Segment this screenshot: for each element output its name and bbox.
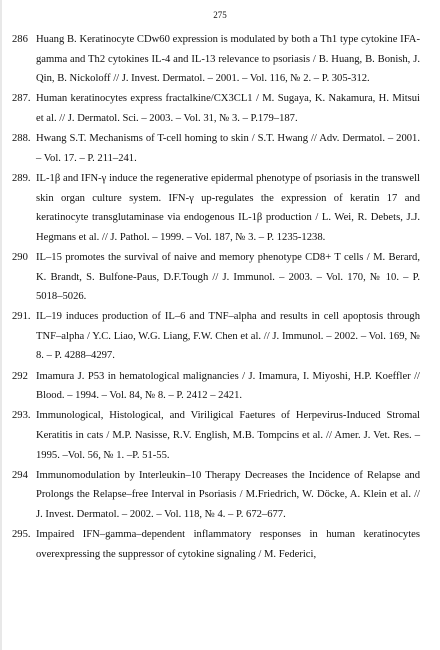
reference-item <box>0 30 440 89</box>
reference-text: Immunomodulation by Interleukin–10 Therapy Decreases the Incidence of Relapse and Prolongs the Relapse–free Interval in Psoriasis / M.Friedrich, W. Döcke, A. Klein et al. // J. Invest. Dermatol. – 2002. – Vol. 118, № 4. – P. 672–677. <box>36 469 420 520</box>
page-number: 275 <box>213 10 227 20</box>
reference-item <box>0 169 440 247</box>
reference-item <box>0 406 440 465</box>
reference-number: 294 <box>12 469 28 481</box>
reference-number: 287. <box>12 93 31 105</box>
reference-number: 286 <box>12 34 28 45</box>
reference-number: 290 <box>12 251 28 263</box>
reference-text: IL-1β and IFN-γ induce the regenerative epidermal phenotype of psoriasis in the transwell skin organ culture system. IFN-γ up-regulates the expression of keratin 17 and keratinocyte transglutaminase via endogenous IL-1β production / L. Wei, R. Debets, J.J. Hegmans et al. // J. Pathol. – 1999. – Vol. 187, № 3. – P. 1235-1238. <box>36 172 420 243</box>
reference-text: Impaired IFN–gamma–dependent inflammatory responses in human keratinocytes overexpressing the suppressor of cytokine signaling / M. Federici, <box>36 529 420 560</box>
reference-item <box>0 248 440 307</box>
reference-text: Hwang S.T. Mechanisms of T-cell homing to skin / S.T. Hwang // Adv. Dermatol. – 2001. – Vol. 17. – P. 211–241. <box>36 133 420 164</box>
reference-number: 289. <box>12 172 31 184</box>
reference-item <box>0 129 440 168</box>
reference-text: Immunological, Histological, and Viriligical Faetures of Herpevirus-Induced Stromal Keratitis in cats / M.P. Nasisse, R.V. English, M.B. Tompcins et al. // Amer. J. Vet. Res. –1995. –Vol. 56, № 1. –P. 51-55. <box>36 410 420 461</box>
reference-item <box>0 466 440 525</box>
reference-item <box>0 307 440 366</box>
reference-text: IL–15 promotes the survival of naive and memory phenotype CD8+ T cells / M. Berard, K. Brandt, S. Bulfone-Paus, D.F.Tough // J. Immunol. – 2003. – Vol. 170, № 10. – P. 5018–5026. <box>36 251 420 303</box>
reference-item <box>0 367 440 406</box>
reference-number: 293. <box>12 410 31 422</box>
reference-text: Human keratinocytes express fractalkine/CX3CL1 / M. Sugaya, K. Nakamura, H. Mitsui et al. // J. Dermatol. Sci. – 2003. – Vol. 31, № 3. – P.179–187. <box>36 93 420 124</box>
reference-item <box>0 525 440 564</box>
reference-number: 288. <box>12 133 31 145</box>
reference-number: 291. <box>12 311 31 323</box>
reference-number: 292 <box>12 370 28 382</box>
reference-number: 295. <box>12 529 31 541</box>
reference-text: Imamura J. P53 in hematological malignancies / J. Imamura, I. Miyoshi, H.P. Koeffler // Blood. – 1994. – Vol. 84, № 8. – P. 2412 – 2421. <box>36 370 420 402</box>
reference-list <box>0 30 440 565</box>
reference-item <box>0 89 440 128</box>
reference-text: Huang B. Keratinocyte CDw60 expression is modulated by both a Th1 type cytokine IFA-gamma and Th2 cytokines IL-4 and IL-13 relevance to psoriasis / B. Huang, B. Bonish, J. Qin, B. Nickoloff // J. Invest. Dermatol. – 2001. – Vol. 116, № 2. – P. 305-312. <box>36 34 420 85</box>
reference-text: IL–19 induces production of IL–6 and TNF–alpha and results in cell apoptosis through TNF–alpha / Y.C. Liao, W.G. Liang, F.W. Chen et al. // J. Immunol. – 2002. – Vol. 169, № 8. – P. 4288–4297. <box>36 311 420 362</box>
